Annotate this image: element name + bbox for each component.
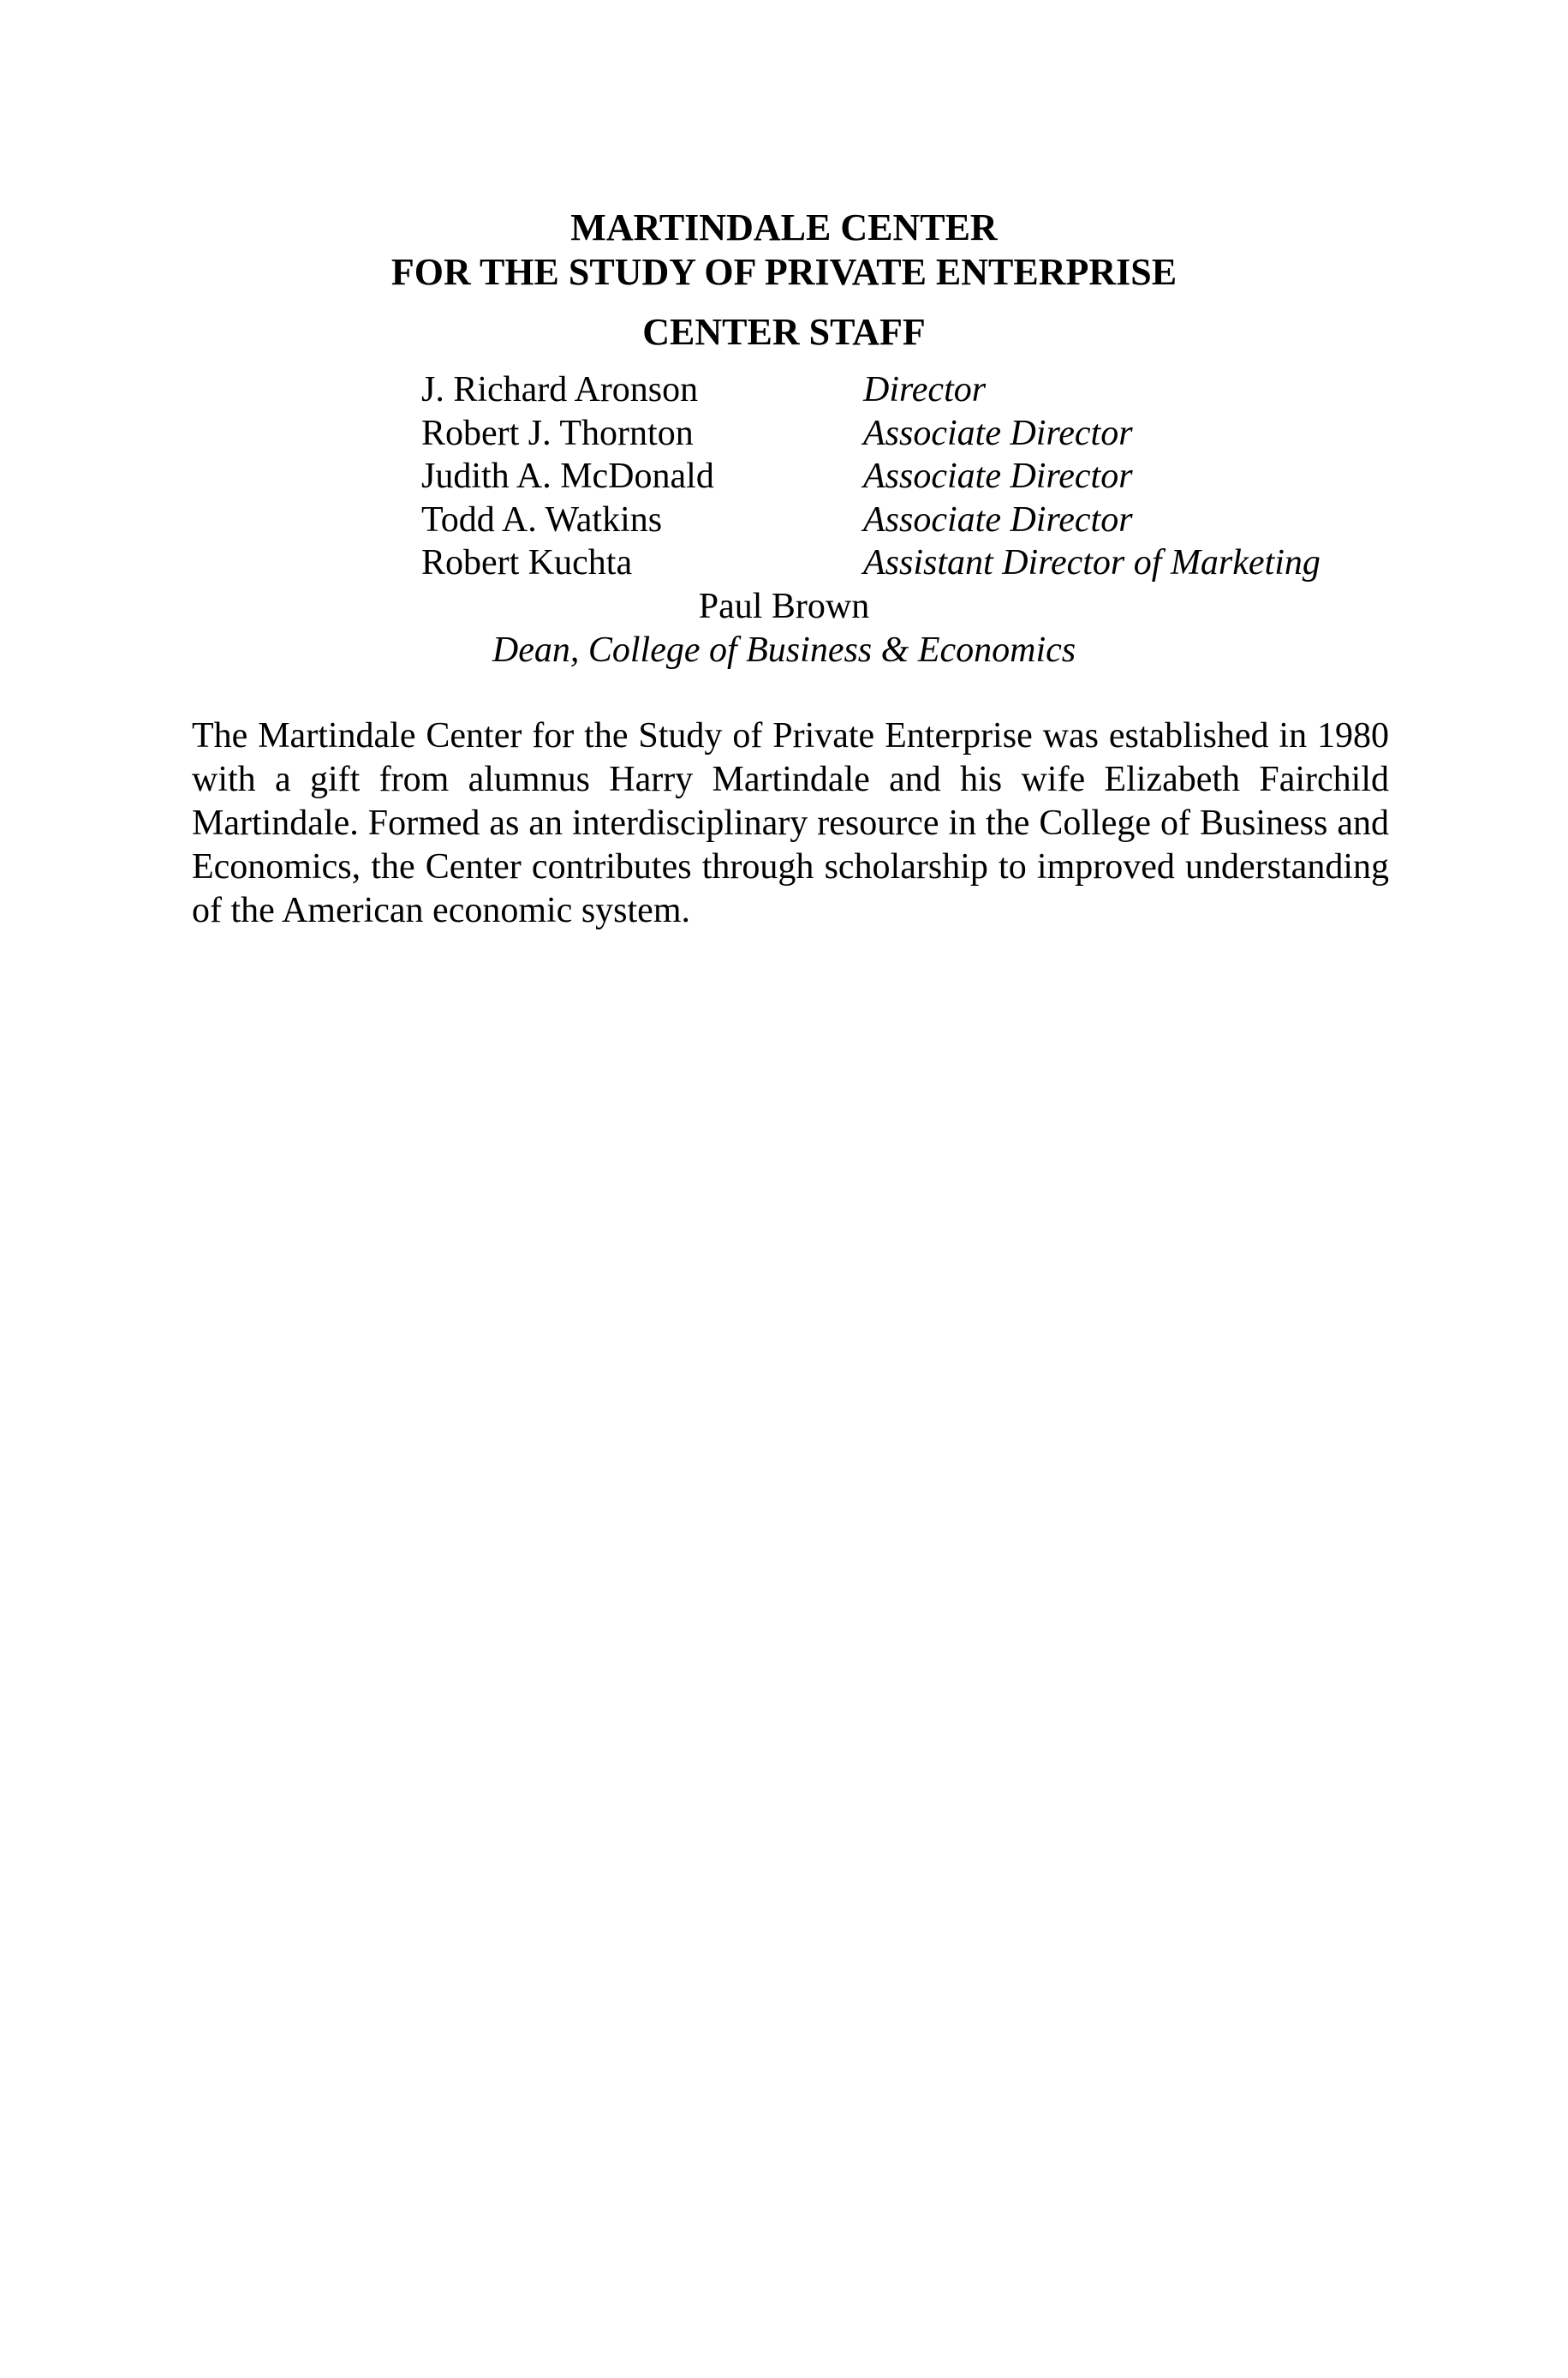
staff-row <box>421 368 1389 412</box>
staff-name: J. Richard Aronson <box>421 370 699 409</box>
org-name-line-2: FOR THE STUDY OF PRIVATE ENTERPRISE <box>391 251 1177 293</box>
staff-list <box>421 368 1389 585</box>
staff-title: Associate Director <box>863 499 1133 540</box>
staff-row <box>421 412 1389 456</box>
staff-name: Judith A. McDonald <box>421 457 714 496</box>
org-name-line-1: MARTINDALE CENTER <box>570 206 998 248</box>
center-description: The Martindale Center for the Study of Private Enterprise was established in 1980 with a gift from alumnus Harry Martindale and his wife Elizabeth Fairchild Martindale. Formed as an interdisciplinary resource in the College of Business and Economics, the Center contributes through scholarship to improved understanding of the American economic system. <box>192 716 1389 930</box>
staff-name: Todd A. Watkins <box>421 499 663 540</box>
staff-row <box>421 541 1389 585</box>
staff-title: Director <box>863 370 987 409</box>
dean-name: Paul Brown <box>698 587 870 626</box>
staff-title: Associate Director <box>863 457 1133 496</box>
staff-title: Assistant Director of Marketing <box>863 543 1321 583</box>
center-header <box>0 206 1568 355</box>
dean-block <box>0 585 1568 672</box>
staff-name: Robert Kuchta <box>421 543 633 583</box>
staff-heading: CENTER STAFF <box>642 311 926 353</box>
dean-title: Dean, College of Business & Economics <box>492 630 1076 670</box>
staff-row <box>421 455 1389 499</box>
staff-title: Associate Director <box>863 413 1133 453</box>
staff-name: Robert J. Thornton <box>421 413 694 453</box>
staff-row <box>421 499 1389 542</box>
